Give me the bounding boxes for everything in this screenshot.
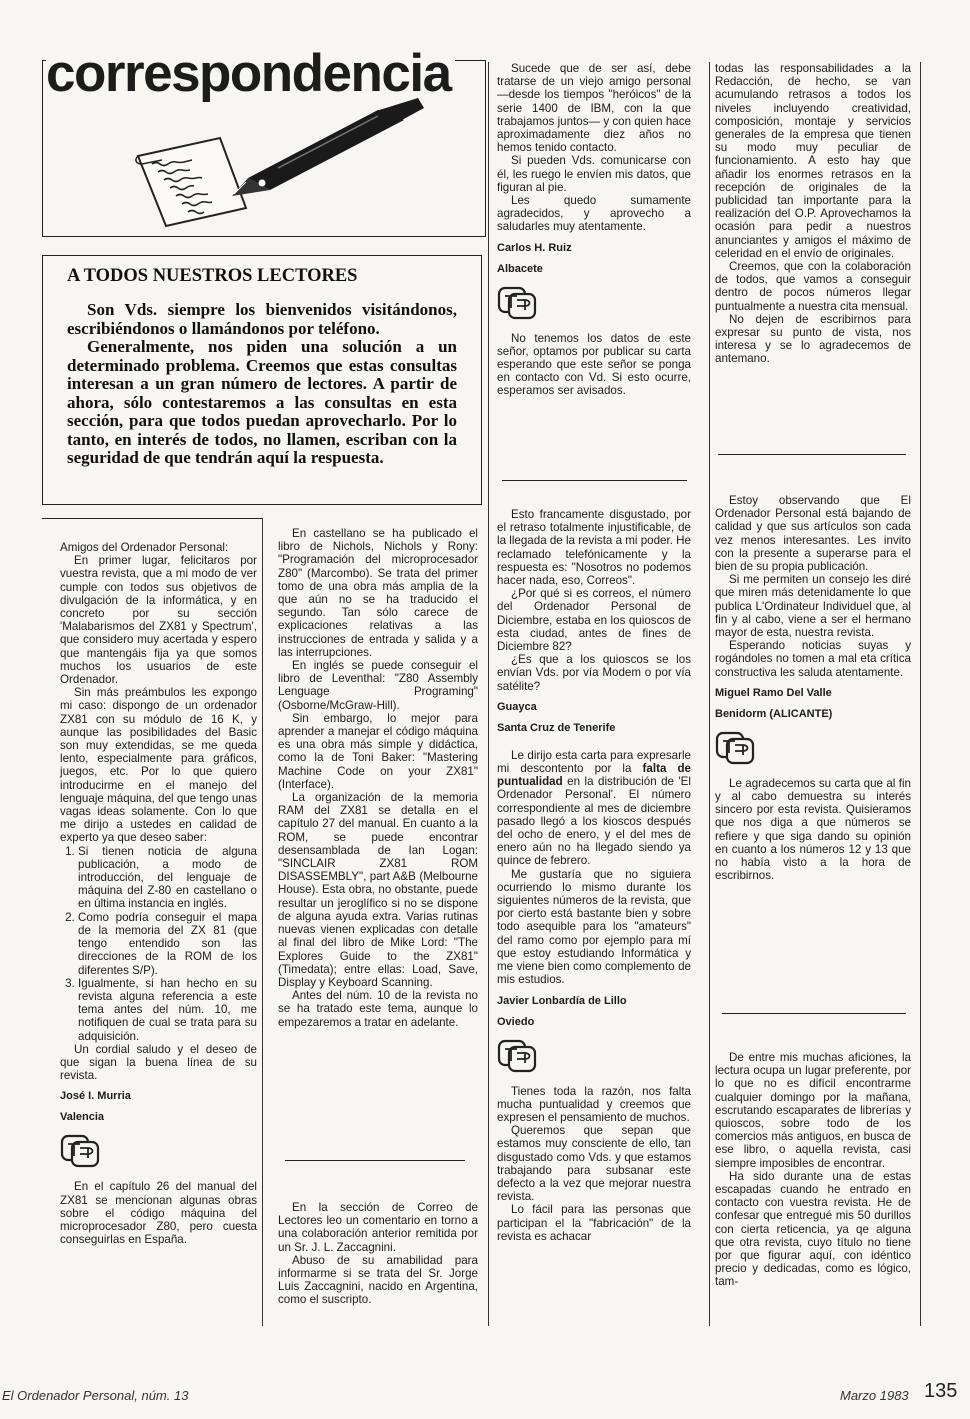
column-4 [715, 62, 911, 366]
letter-paragraph: Esto francamente disgustado, por el retraso totalmente injustificable, de la llegada de la revista a mi poder. He reclamado telefónicamente y la respuesta es: "Nosotros no podemos hacer nada, eso, Correos". [497, 508, 691, 588]
question-list [60, 845, 257, 1043]
letter-paragraph: Sin más preámbulos les expongo mi caso: dispongo de un ordenador ZX81 con su módulo de 16 K, y aunque las posibilidades del Basic son muy extendidas, se me queda lento, especialmente para gráficos, juegos, etc. Por lo que quiero introducirme en el manejo del lenguaje máquina, del que tengo unas vagas ideas solamente. Con lo que me dirijo a ustedes en calidad de experto ya que deseo saber: [60, 686, 257, 845]
letter-paragraph: De entre mis muchas aficiones, la lectura ocupa un lugar preferente, por lo que no es difícil encontrarme cualquier domingo por la mañana, escrutando escaparates de librerías y quioscos, sobre todo de los comercios más antiguos, en busca de ese libro, o aquella revista, casi siempre imposibles de encontrar. [715, 1051, 911, 1170]
column-4-middle [715, 494, 911, 882]
letter-text: Le dirijo esta carta para expresarle mi descontento por la [497, 748, 691, 776]
signature-place: Valencia [60, 1111, 105, 1124]
letter-text: en la distribución de 'El Ordenador Personal'. El número correspondiente al mes de diciembre pasado llegó a los kioscos después del ocho de enero, y el del mes de enero aún no ha llegado siendo ya quince de febrero. [497, 775, 691, 868]
page-title: correspondencia [46, 44, 455, 104]
column-2 [278, 527, 478, 1029]
letter-paragraph: ¿Por qué si es correos, el número del Ordenador Personal de Diciembre, estaba en los quioscos de esta ciudad, antes de fines de Diciembre 82? [497, 587, 691, 654]
letter-greeting: Amigos del Ordenador Personal: [60, 541, 229, 554]
op-logo-icon [60, 1134, 100, 1168]
reply-paragraph: Sin embargo, lo mejor para aprender a manejar el código máquina es una obra más simple y didáctica, como la de Toni Baker: "Mastering Machine Code on your ZX81" (Interface). [278, 711, 478, 791]
signature-name: Guayca [497, 700, 537, 713]
column-rule [488, 62, 489, 1326]
signature-name: Carlos H. Ruiz [497, 241, 572, 254]
column-top-rule [42, 518, 263, 519]
letter-paragraph: Les quedo sumamente agradecidos, y aprovecho a saludarles muy atentamente. [497, 194, 691, 234]
reply-paragraph: En castellano se ha publicado el libro de Nichols, Nichols y Rony: "Programación del microprocesador Z80" (Marcombo). Se trata del primer tomo de una obra más amplia de la que aún no se ha traducido el segundo. Tan sólo carece de explicaciones relativas a las instrucciones de entrada y salida y a las interrupciones. [278, 527, 478, 659]
letter-paragraph: En primer lugar, felicitaros por vuestra revista, que a mi modo de ver cumple con todos sus objetivos de divulgación de la informática, y en concreto por su sección 'Malabarismos del ZX81 y Spectrum', que considero muy acertada y espero que mantengáis fija ya que somos muchos los usuarios de este Ordenador. [60, 554, 257, 687]
editor-reply: No dejen de escribirnos para expresar su punto de vista, nos interesa y se lo agradecemos de antemano. [715, 312, 911, 366]
letter-and-pen-illustration [128, 98, 428, 228]
notice-box [42, 255, 482, 505]
notice-heading: A TODOS NUESTROS LECTORES [67, 266, 358, 286]
column-1 [60, 541, 257, 1246]
footer-publication: El Ordenador Personal, núm. 13 [2, 1388, 189, 1403]
op-logo-icon [497, 1039, 537, 1073]
editor-reply: En el capítulo 26 del manual del ZX81 se mencionan algunas obras sobre el código máquina del microprocesador Z80, pero cuesta conseguirlas en España. [60, 1180, 257, 1247]
notice-paragraph: Son Vds. siempre los bienvenidos visitándonos, escribiéndonos o llamándonos por teléfono. [67, 300, 457, 338]
editor-reply: No tenemos los datos de este señor, optamos por publicar su carta esperando que este señor se ponga en contacto con Vd. Si esto ocurre, esperamos ser avisados. [497, 331, 691, 398]
letter-paragraph: Me gustaría que no siguiera ocurriendo lo mismo durante los siguientes números de la revista, que por cierto está bastante bien y sobre todo asequible para los "amateurs" del ramo como por ejemplo para mí que estoy estudiando Informática y me viene bien como complemento de mis estudios. [497, 867, 691, 987]
emphasis-text: falta de puntualidad [497, 762, 692, 789]
column-rule [920, 62, 921, 1326]
reply-paragraph: La organización de la memoria RAM del ZX81 se detalla en el capítulo 27 del manual. En cuanto a la ROM, se puede encontrar desensamblada de Ian Logan: "SINCLAIR ZX81 ROM DISASSEMBLY", part A&B (Melbourne House). Esta obra, no obstante, puede resultar un jeroglífico si no se dispone de alguna ayuda extra. Varias rutinas nuevas vienen explicadas con detalle al final del libro de Mike Lord: "The Explores Guide to the ZX81" (Timedata); entre ellas: Load, Save, Display y Keyboard Scanning. [278, 791, 478, 989]
signature-name: Miguel Ramo Del Valle [715, 686, 832, 699]
letter-paragraph: Sucede que de ser así, debe tratarse de un viejo amigo personal —desde los tiempos "heróicos" de la serie 1400 de IBM, con la que trabajamos juntos— y con quien hace aproximadamente diez años no hemos tenido contacto. [497, 62, 691, 155]
column-4-lower [715, 1051, 911, 1289]
letter-paragraph: Si me permiten un consejo les diré que miren más detenidamente lo que publica L'Ordinateur Individuel que, al fin y al cabo, viene a ser el hermano mayor de esta, nuestra revista. [715, 573, 911, 640]
editor-reply: Creemos, que con la colaboración de todos, que vamos a conseguir dentro de pocos números llegar puntualmente a nuestra cita mensual. [715, 260, 911, 313]
column-3-middle [497, 508, 691, 1243]
signature-name: José I. Murria [60, 1090, 131, 1103]
column-rule [709, 62, 710, 1326]
editor-reply: Lo fácil para las personas que participan el la "fabricación" de la revista es achacar [497, 1203, 691, 1243]
letter-paragraph: En la sección de Correo de Lectores leo un comentario en torno a una colaboración anterior remitida por un Sr. J. L. Zaccagnini. [278, 1201, 478, 1254]
letter-separator [502, 480, 687, 481]
signature-place: Santa Cruz de Tenerife [497, 721, 616, 734]
list-item: 1. Si tienen noticia de alguna publicación, a modo de introducción, del lenguaje de máquina del Z-80 en castellano o en última instancia en inglés. [78, 845, 257, 911]
letter-paragraph: Si pueden Vds. comunicarse con él, les ruego le envíen mis datos, que figuran al pie. [497, 154, 691, 194]
op-logo-icon [497, 286, 537, 320]
letter-separator [285, 1160, 465, 1161]
reply-paragraph: En inglés se puede conseguir el libro de Leventhal: "Z80 Assembly Lenguage Programing" (Osborne/McGraw-Hill). [278, 659, 478, 712]
editor-reply: Tienes toda la razón, nos falta mucha puntualidad y creemos que expresen el pensamiento de muchos. [497, 1084, 691, 1124]
letter-paragraph: Esperando noticias suyas y rogándoles no tomen a mal eta crítica constructiva les saluda atentamente. [715, 639, 911, 679]
editor-reply: Le agradecemos su carta que al fin y al cabo demuestra su interés sincero por esta revista. Quisieramos que nos diga a que números se refiere y que siga dando su opinión en cuanto a los números 12 y 13 que no había visto a la hora de escribirnos. [715, 776, 911, 883]
signature-place: Oviedo [497, 1015, 535, 1028]
list-item: 3. Igualmente, si han hecho en su revista alguna referencia a este tema antes del núm. 10, me notifiquen de cual se trata para su adquisición. [78, 977, 257, 1043]
reply-paragraph: Antes del núm. 10 de la revista no se ha tratado este tema, aunque lo empezaremos a tratar en adelante. [278, 989, 478, 1029]
letter-paragraph: ¿Es que a los quioscos se los envían Vds. por vía Modem o por vía satélite? [497, 653, 691, 693]
column-2-lower [278, 1201, 478, 1307]
letter-separator [722, 1013, 906, 1014]
editor-reply: Queremos que sepan que estamos muy consciente de ello, tan disgustado como Vds. y que estamos trabajando para subsanar este defecto a la vez que mejorar nuestra revista. [497, 1124, 691, 1204]
signature-place: Benidorm (ALICANTE) [715, 707, 833, 720]
column-rule [262, 518, 263, 1326]
column-3 [497, 62, 691, 398]
signature-place: Albacete [497, 262, 543, 275]
signature-name: Javier Lonbardía de Lillo [497, 994, 627, 1007]
letter-separator [718, 454, 906, 455]
letter-paragraph [497, 749, 691, 868]
op-logo-icon [715, 731, 755, 765]
letter-paragraph: Un cordial saludo y el deseo de que sigan la buena línea de su revista. [60, 1042, 257, 1083]
letter-paragraph: Ha sido durante una de estas escapadas cuando he entrado en contacto con vuestra revista. He de confesar que entregué mis 50 durillos con cierta reticencia, ya qe alguna que otra revista, cuyo título no tiene por que figurar aquí, con idéntico precio y dedicadas, como es lógico, tam- [715, 1169, 911, 1289]
list-item: 2. Como podría conseguir el mapa de la memoria del ZX 81 (que tengo entendido son las direcciones de la ROM de los diferentes S/P). [78, 911, 257, 977]
notice-paragraph: Generalmente, nos piden una solución a un determinado problema. Creemos que estas consultas interesan a un gran número de lectores. A partir de ahora, sólo contestaremos a las consultas en esta sección, para que todos puedan aprovecharlo. Por lo tanto, en interés de todos, no llamen, escriban con la seguridad de que tendrán aquí la respuesta. [67, 337, 457, 467]
letter-paragraph: Abuso de su amabilidad para informarme si se trata del Sr. Jorge Luis Zaccagnini, nacido en Argentina, como el suscripto. [278, 1253, 478, 1307]
editor-reply: todas las responsabilidades a la Redacción, de hecho, se van acumulando retrasos a todos los niveles incluyendo creatividad, composición, montaje y servicios generales de la empresa que tienen su modo muy peculiar de funcionamiento. A esto hay que añadir los enormes retrasos en la recepción de originales de la publicidad tan importante para la realización del O.P. Aprovechamos la ocasión para pedir a nuestros anunciantes y amigos el máximo de celeridad en el envío de originales. [715, 62, 911, 260]
page-number: 135 [924, 1380, 958, 1402]
footer-date: Marzo 1983 [840, 1388, 909, 1403]
letter-paragraph: Estoy observando que El Ordenador Personal está bajando de calidad y que sus artículos son cada vez menos interesantes. Les invito con la presente a superarse para el bien de su propia publicación. [715, 494, 911, 574]
